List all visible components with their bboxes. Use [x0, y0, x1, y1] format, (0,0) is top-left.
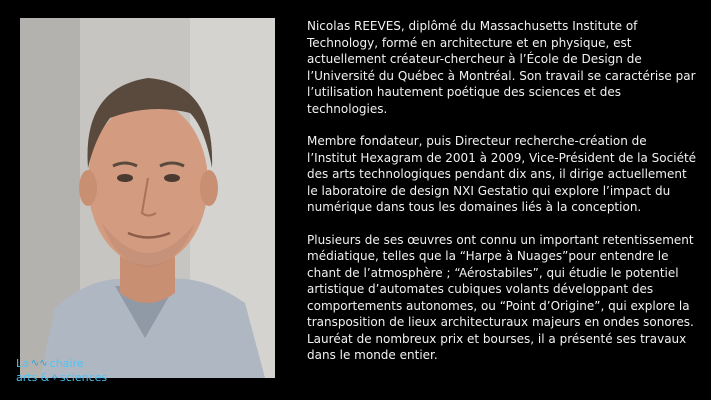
logo-line-2	[16, 371, 107, 385]
logo-text-arts: arts &	[16, 371, 50, 384]
logo-text-sciences: sciences	[60, 371, 108, 384]
bio-paragraph-1: Nicolas REEVES, diplômé du Massachusetts Institute of Technology, formé en architecture et en physique, est actuellement créateur-chercheur à l’École de Design de l’Université du Québec à Montréal. Son travail se caractérise par l’utilisation hautement poétique des sciences et des technologies.	[307, 19, 696, 116]
logo-cross-icon: ⟡	[51, 372, 59, 383]
logo-line-1	[16, 357, 107, 371]
bio-paragraph-3: Plusieurs de ses œuvres ont connu un important retentissement médiatique, telles que la “Harpe à Nuages”pour entendre le chant de l’atmosphère ; “Aérostabiles”, qui étudie le potentiel artistique d’automates cubiques volants développant des comportements autonomes, ou “Point d’Origine”, qui explore la transposition de lieux architecturaux majeurs en ondes sonores. Lauréat de nombreux prix et bourses, il a présenté ses travaux dans le monde entier.	[307, 232, 694, 362]
bio-paragraph-2: Membre fondateur, puis Directeur recherche-création de l’Institut Hexagram de 2001 à 2009, Vice-Président de la Société des arts technologiques pendant dix ans, il dirige actuellement le laboratoire de design NXI Gestatio qui explore l’impact du numérique dans tous les domaines liés à la conception.	[307, 134, 697, 214]
biography-text	[307, 18, 699, 380]
logo-swirl-icon: ∿∿	[30, 358, 48, 369]
logo-text-chaire: chaire	[49, 357, 84, 370]
chaire-logo	[16, 357, 107, 385]
logo-text-la: La	[16, 357, 29, 370]
portrait-photo	[20, 18, 275, 378]
